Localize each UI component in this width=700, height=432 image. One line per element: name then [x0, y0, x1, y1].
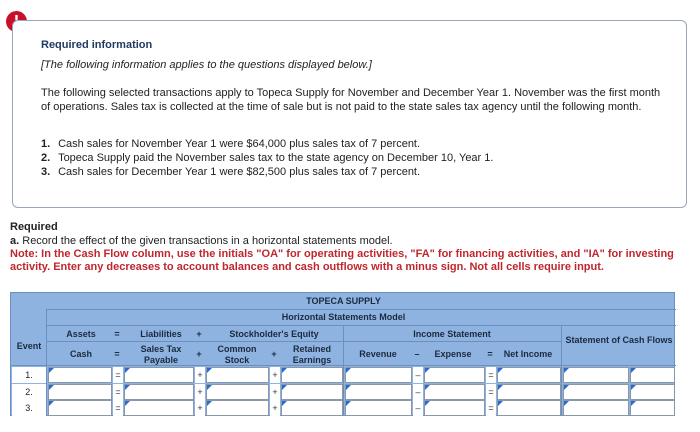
- required-part-a: [10, 235, 393, 247]
- revenue-header: Revenue: [359, 349, 397, 359]
- income-statement-header: Income Statement: [413, 329, 491, 339]
- list-item: [41, 165, 493, 179]
- row-label: 3.: [12, 400, 46, 416]
- transaction-list: [41, 137, 493, 179]
- plus-sign: +: [196, 349, 202, 359]
- cash-flow-amount-input[interactable]: [563, 367, 629, 383]
- retained-earnings-input[interactable]: [281, 384, 343, 400]
- equals-sign: =: [486, 400, 496, 416]
- cash-input[interactable]: [48, 400, 112, 416]
- net-income-input[interactable]: [497, 384, 561, 400]
- cash-flow-activity-input[interactable]: [630, 400, 675, 416]
- sales-tax-payable-header: Sales Tax Payable: [140, 344, 182, 365]
- revenue-input[interactable]: [345, 400, 412, 416]
- net-income-header: Net Income: [503, 349, 553, 359]
- sales-tax-payable-input[interactable]: [124, 384, 194, 400]
- list-item: [41, 151, 493, 165]
- retained-earnings-input[interactable]: [281, 400, 343, 416]
- common-stock-input[interactable]: [206, 367, 269, 383]
- info-subtitle: [The following information applies to the questions displayed below.]: [41, 59, 372, 71]
- cash-flow-activity-input[interactable]: [630, 367, 675, 383]
- revenue-input[interactable]: [345, 384, 412, 400]
- list-text: Cash sales for December Year 1 were $82,500 plus sales tax of 7 percent.: [58, 166, 421, 178]
- common-stock-input[interactable]: [206, 384, 269, 400]
- cash-header: Cash: [69, 349, 92, 359]
- expense-input[interactable]: [424, 384, 485, 400]
- list-number: 3.: [41, 166, 51, 178]
- liabilities-header: Liabilities: [140, 329, 182, 339]
- part-a-text: Record the effect of the given transactions in a horizontal statements model.: [22, 235, 393, 247]
- common-stock-header: Common Stock: [217, 344, 257, 365]
- required-heading: Required: [10, 221, 58, 233]
- info-title: Required information: [41, 39, 153, 51]
- plus-sign: +: [271, 349, 277, 359]
- expense-header: Expense: [434, 349, 472, 359]
- equals-sign: =: [486, 367, 496, 383]
- model-title: Horizontal Statements Model: [281, 312, 406, 322]
- common-stock-input[interactable]: [206, 400, 269, 416]
- expense-input[interactable]: [424, 367, 485, 383]
- event-header: Event: [16, 341, 42, 351]
- plus-sign: +: [195, 384, 205, 400]
- list-item: [41, 137, 493, 151]
- company-name: TOPECA SUPPLY: [306, 296, 381, 306]
- cash-flow-amount-input[interactable]: [563, 400, 629, 416]
- retained-earnings-header: Retained Earnings: [292, 344, 332, 365]
- cash-flows-header: Statement of Cash Flows: [565, 335, 673, 345]
- cash-flow-activity-input[interactable]: [630, 384, 675, 400]
- row-label: 2.: [12, 384, 46, 400]
- instructions-note: Note: In the Cash Flow column, use the initials "OA" for operating activities, "FA" for financing activities, and "IA" for investing activity. Enter any decreases to account balances and cash outflows with a minus sign. Not all cells require input.: [10, 248, 674, 273]
- plus-sign: +: [270, 367, 280, 383]
- list-number: 1.: [41, 138, 51, 150]
- plus-sign: +: [196, 329, 202, 339]
- equals-sign: =: [114, 349, 120, 359]
- info-paragraph: The following selected transactions apply to Topeca Supply for November and December Year 1. November was the first month of operations. Sales tax is collected at the time of sale but is not paid to the state sales tax agency until the following month.: [41, 87, 661, 113]
- sales-tax-payable-input[interactable]: [124, 367, 194, 383]
- equals-sign: =: [113, 400, 123, 416]
- minus-sign: –: [413, 367, 423, 383]
- required-information-panel: [12, 20, 687, 208]
- sales-tax-payable-input[interactable]: [124, 400, 194, 416]
- cash-input[interactable]: [48, 384, 112, 400]
- expense-input[interactable]: [424, 400, 485, 416]
- list-text: Cash sales for November Year 1 were $64,000 plus sales tax of 7 percent.: [58, 138, 421, 150]
- plus-sign: +: [270, 400, 280, 416]
- stockholders-equity-header: Stockholder's Equity: [229, 329, 319, 339]
- row-label: 1.: [12, 367, 46, 383]
- net-income-input[interactable]: [497, 367, 561, 383]
- equals-sign: =: [113, 367, 123, 383]
- minus-sign: –: [413, 384, 423, 400]
- minus-sign: –: [413, 400, 423, 416]
- list-text: Topeca Supply paid the November sales tax to the state agency on December 10, Year 1.: [58, 152, 494, 164]
- equals-sign: =: [486, 384, 496, 400]
- plus-sign: +: [270, 384, 280, 400]
- plus-sign: +: [195, 400, 205, 416]
- horizontal-statements-model: [10, 292, 675, 416]
- minus-sign: –: [414, 349, 420, 359]
- cash-input[interactable]: [48, 367, 112, 383]
- equals-sign: =: [487, 349, 493, 359]
- assets-header: Assets: [66, 329, 96, 339]
- cash-flow-amount-input[interactable]: [563, 384, 629, 400]
- equals-sign: =: [113, 384, 123, 400]
- revenue-input[interactable]: [345, 367, 412, 383]
- part-a-label: a.: [10, 235, 20, 247]
- list-number: 2.: [41, 152, 51, 164]
- plus-sign: +: [195, 367, 205, 383]
- net-income-input[interactable]: [497, 400, 561, 416]
- retained-earnings-input[interactable]: [281, 367, 343, 383]
- equals-sign: =: [114, 329, 120, 339]
